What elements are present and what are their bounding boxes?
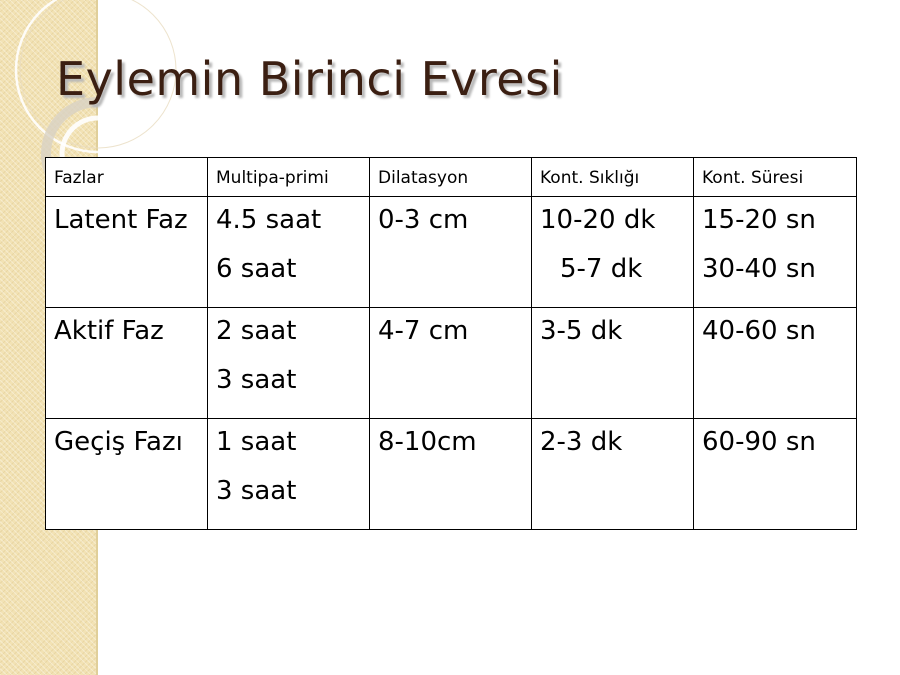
- cell-kont-suresi: [694, 197, 857, 308]
- cell-value: 1 saat: [216, 427, 297, 457]
- labor-phases-table: [45, 157, 857, 530]
- cell-multipa-primi: [208, 308, 370, 419]
- slide-title: Eylemin Birinci Evresi: [56, 52, 563, 106]
- cell-value: 3 saat: [216, 476, 297, 507]
- header-multipa-primi: Multipa-primi: [208, 158, 370, 197]
- cell-value: 2-3 dk: [540, 427, 623, 457]
- table-row: [46, 197, 857, 308]
- cell-multipa-primi: [208, 419, 370, 530]
- cell-kont-suresi: [694, 419, 857, 530]
- cell-value: 60-90 sn: [702, 427, 816, 457]
- cell-dilatasyon: 4-7 cm: [370, 308, 532, 419]
- cell-phase: Latent Faz: [46, 197, 208, 308]
- cell-value: 10-20 dk: [540, 205, 656, 235]
- cell-phase: Aktif Faz: [46, 308, 208, 419]
- cell-value: 3 saat: [216, 365, 297, 396]
- cell-value: 5-7 dk: [560, 254, 643, 285]
- cell-value: 15-20 sn: [702, 205, 816, 235]
- table-row: [46, 308, 857, 419]
- cell-dilatasyon: 8-10cm: [370, 419, 532, 530]
- cell-multipa-primi: [208, 197, 370, 308]
- cell-value: 30-40 sn: [702, 254, 816, 285]
- cell-kont-sikligi: [532, 308, 694, 419]
- cell-value: 6 saat: [216, 254, 297, 285]
- header-dilatasyon: Dilatasyon: [370, 158, 532, 197]
- cell-value: 2 saat: [216, 316, 297, 346]
- cell-kont-sikligi: [532, 419, 694, 530]
- header-fazlar: Fazlar: [46, 158, 208, 197]
- table-header-row: [46, 158, 857, 197]
- header-kont-sikligi: Kont. Sıklığı: [532, 158, 694, 197]
- header-kont-suresi: Kont. Süresi: [694, 158, 857, 197]
- cell-value: 4.5 saat: [216, 205, 322, 235]
- cell-value: 40-60 sn: [702, 316, 816, 346]
- cell-value: 3-5 dk: [540, 316, 623, 346]
- table-row: [46, 419, 857, 530]
- cell-kont-suresi: [694, 308, 857, 419]
- cell-phase: Geçiş Fazı: [46, 419, 208, 530]
- cell-kont-sikligi: [532, 197, 694, 308]
- cell-dilatasyon: 0-3 cm: [370, 197, 532, 308]
